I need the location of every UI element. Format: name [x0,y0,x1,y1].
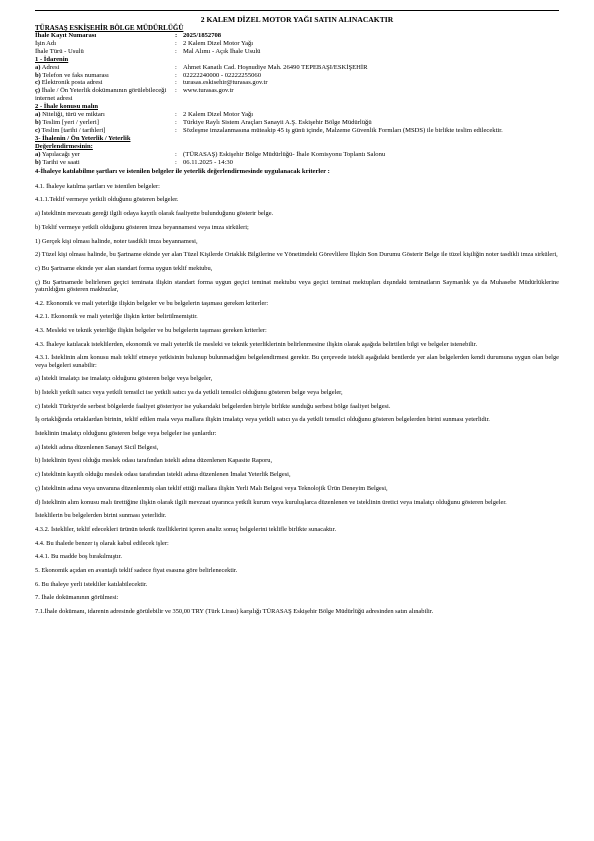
criteria-paragraph: d) İsteklinin alım konusu malı ürettiğine ilişkin olarak ilgili mevzuat uyarınca yetkili kurum veya kuruluşlarca düzenlenen ve isteklinin üretici veya imalatçı olduğunu gösteren belgeler. [35,498,507,506]
konu-teslim-yeri-row [35,119,559,127]
top-rule [35,10,559,11]
idare-eposta-row [35,79,559,87]
idare-adres-row [35,64,559,72]
criteria-paragraph: İsteklinin imalatçı olduğunu gösteren belge veya belgeler ise şunlardır: [35,430,217,438]
criteria-paragraph: b) İstekli yetkili satıcı veya yetkili temsilci ise yetkili satıcı ya da yetkili temsilci olduğunu gösteren belge veya belgeler, [35,389,343,397]
konu-teslim-tarihi-row [35,127,559,135]
konu-teslim-yeri-value: Türkiye Raylı Sistem Araçları Sanayii A.Ş. Eskişehir Bölge Müdürlüğü [183,118,372,126]
criteria-paragraph: a) İstekli adına düzenlenen Sanayi Sicil Belgesi, [35,443,159,451]
criteria-paragraph: 7. İhale dokümanının görülmesi: [35,594,119,602]
colon: : [175,32,178,39]
criteria-paragraph: a) İsteklinin mevzuatı gereği ilgili odaya kayıtlı olarak faaliyette bulunduğunu gösterir belge. [35,210,274,218]
colon: : [175,87,177,95]
colon: : [175,39,177,47]
konu-teslim-tarihi-label: c) Teslim [tarihi / tarihleri] [35,126,106,134]
criteria-paragraph: ç) İsteklinin adına veya unvanına düzenlenmiş olan teklif ettiği mallara ilişkin Yerli Malı Belgesi veya Teknolojik Ürün Deneyim Belgesi, [35,484,388,492]
ihalenin-tarih-value: 06.11.2025 - 14:30 [183,158,233,166]
criteria-paragraph: 6. Bu ihaleye yerli istekliler katılabilecektir. [35,580,148,588]
konu-nitelik-row [35,111,559,119]
ihalenin-yer-row [35,151,559,159]
idare-adres-label: a) Adresi [35,63,60,71]
ihalenin-yer-value: (TÜRASAŞ) Eskişehir Bölge Müdürlüğü- İhale Komisyonu Toplantı Salonu [183,150,386,158]
konu-nitelik-label: a) Niteliği, türü ve miktarı [35,111,105,119]
criteria-paragraph: ç) Bu Şartnamede belirlenen geçici teminata ilişkin standart forma uygun geçici teminat mektubu veya geçici teminat mektupları dışındaki teminatların Saymanlık ya da Muhasebe Müdürlüklerine yatırıldığını gösteren makbuzlar, [35,278,559,293]
konu-teslim-yeri-label: b) Teslim [yeri / yerleri] [35,118,99,126]
idare-internet-row [35,87,559,103]
idare-telefon-value: 02222240000 - 02222255060 [183,71,262,79]
criteria-paragraph: 4.1. İhaleye katılma şartları ve istenilen belgeler: [35,182,160,190]
colon: : [175,150,177,158]
idare-telefon-label: b) Telefon ve faks numarası [35,71,109,79]
colon: : [175,71,177,79]
isin-adi-value: 2 Kalem Dizel Motor Yağı [183,39,254,47]
criteria-paragraph: c) İstekli Türkiye'de serbest bölgelerde faaliyet gösteriyor ise yukarıdaki belgelerden biriyle birlikte sunduğu serbest bölge faaliyet belgesi. [35,402,391,410]
criteria-paragraph: 4.1.1.Teklif vermeye yetkili olduğunu gösteren belgeler. [35,196,179,204]
ihale-turu-row [35,48,559,56]
document-title: 2 KALEM DİZEL MOTOR YAĞI SATIN ALINACAKTIR [200,15,394,24]
idare-eposta-label: c) Elektronik posta adresi [35,79,103,87]
colon: : [175,111,177,119]
criteria-paragraph: İsteklilerin bu belgelerden birini sunması yeterlidir. [35,512,167,520]
ihalenin-yer-label: a) Yapılacağı yer [35,150,80,158]
criteria-paragraph: b) İsteklinin üyesi olduğu meslek odası tarafından istekli adına düzenlenen Kapasite Raporu, [35,457,273,465]
criteria-paragraph: İş ortaklığında ortaklardan birinin, teklif edilen mala veya mallara ilişkin imalatçı veya yetkili satıcı ya da yetkili temsilci olduğunu gösteren belgelerden birini sunması yeterlidir. [35,416,490,424]
colon: : [175,126,177,134]
criteria-paragraph: 4.4. Bu ihalede benzer iş olarak kabul edilecek işler: [35,539,169,547]
isin-adi-label: İşin Adı [35,39,57,47]
criteria-paragraph: 4.2.1. Ekonomik ve mali yeterliğe ilişkin kriter belirtilmemiştir. [35,313,198,321]
criteria-paragraph: 2) Tüzel kişi olması halinde, bu Şartname ekinde yer alan Tüzel Kişilerde Ortaklık Bilgilerine ve Yönetimdeki Görevlilere İlişkin Son Durumu Gösterir Belge ile tüzel kişiliğin noter tasdikli imza sirküleri, [35,251,558,259]
idare-adres-value: Ahmet Kanatlı Cad. Hoşnudiye Mah. 26490 TEPEBAŞI/ESKİŞEHİR [183,63,368,71]
colon: : [175,63,177,71]
ihale-turu-label: İhale Türü - Usulü [35,47,84,55]
ihale-kayit-value: 2025/1852708 [183,32,222,39]
ihalenin-heading: 3- İhalenin / Ön Yeterlik / Yeterlik Değerlendirmesinin: [35,134,131,150]
criteria-paragraph: 4.3. İhaleye katılacak isteklilerden, ekonomik ve mali yeterlik ile mesleki ve teknik yeterliklerinin belirlenmesine ilişkin olarak aşağıda belirtilen bilgi ve belgeler istenebilir. [35,340,478,348]
criteria-paragraph: c) Bu Şartname ekinde yer alan standart forma uygun teklif mektubu, [35,264,213,272]
ihale-turu-value: Mal Alımı - Açık İhale Usulü [183,47,261,55]
ihale-kayit-row [35,32,559,40]
konu-nitelik-value: 2 Kalem Dizel Motor Yağı [183,111,254,119]
colon: : [175,158,177,166]
criteria-paragraph: c) İsteklinin kayıtlı olduğu meslek odası tarafından istekli adına düzenlenen İmalat Yeterlik Belgesi, [35,471,291,479]
document-page [35,8,559,615]
idare-internet-value: www.turasas.gov.tr [183,87,234,95]
idare-heading: 1 - İdarenin [35,55,69,63]
criteria-paragraph: 4.3.1. İsteklinin alım konusu malı teklif etmeye yetkisinin bulunup bulunmadığını belgelendirmesi gerekir. Bu çerçevede istekli aşağıdaki bentlerde yer alan belgelerden kendi durumuna uygun olan belge veya belgeleri sunabilir: [35,354,559,369]
criteria-paragraph: 4.3.2. İstekliler, teklif edecekleri ürünün teknik özelliklerini içeren analiz sonuç belgelerini teklifle birlikte sunacaktır. [35,525,337,533]
organization-name: TÜRASAŞ ESKİŞEHİR BÖLGE MÜDÜRLÜĞÜ [35,24,184,32]
criteria-paragraph: 4.2. Ekonomik ve mali yeterliğe ilişkin belgeler ve bu belgelerin taşıması gereken kriterler: [35,299,269,307]
criteria-paragraph: a) İstekli imalatçı ise imalatçı olduğunu gösteren belge veya belgeler, [35,375,213,383]
ihalenin-tarih-label: b) Tarihi ve saati [35,158,80,166]
criteria-paragraph: 7.1.İhale dokümanı, idarenin adresinde görülebilir ve 350,00 TRY (Türk Lirası) karşılığı TÜRASAŞ Eskişehir Bölge Müdürlüğü adresinden satın alınabilir. [35,608,434,616]
colon: : [175,47,177,55]
idare-internet-label: ç) İhale / Ön Yeterlik dokümanının görülebileceği internet adresi [35,87,167,103]
colon: : [175,118,177,126]
isin-adi-row [35,40,559,48]
konu-heading: 2 - İhale konusu malın [35,103,99,111]
criteria-paragraph: b) Teklif vermeye yetkili olduğunu gösteren imza beyannamesi veya imza sirküleri; [35,223,249,231]
ihalenin-tarih-row [35,159,559,167]
criteria-paragraph: 4.4.1. Bu madde boş bırakılmıştır. [35,553,122,561]
idare-telefon-row [35,72,559,80]
criteria-heading: 4-İhaleye katılabilme şartları ve istenilen belgeler ile yeterlik değerlendirmesinde uygulanacak kriterler : [35,168,330,176]
konu-teslim-tarihi-value: Sözleşme imzalanmasına müteakip 45 iş günü içinde, Malzeme Güvenlik Formları (MSDS) ile birlikte teslim edilecektir. [183,126,503,134]
ihale-kayit-label: İhale Kayıt Numarası [35,32,97,39]
idare-eposta-value: turasas.eskisehir@turasas.gov.tr [183,79,268,87]
criteria-paragraph: 1) Gerçek kişi olması halinde, noter tasdikli imza beyannamesi, [35,237,198,245]
criteria-paragraph: 4.3. Mesleki ve teknik yeterliğe ilişkin belgeler ve bu belgelerin taşıması gereken kriterler: [35,326,267,334]
colon: : [175,79,177,87]
criteria-paragraphs [35,183,559,616]
criteria-paragraph: 5. Ekonomik açıdan en avantajlı teklif sadece fiyat esasına göre belirlenecektir. [35,566,238,574]
